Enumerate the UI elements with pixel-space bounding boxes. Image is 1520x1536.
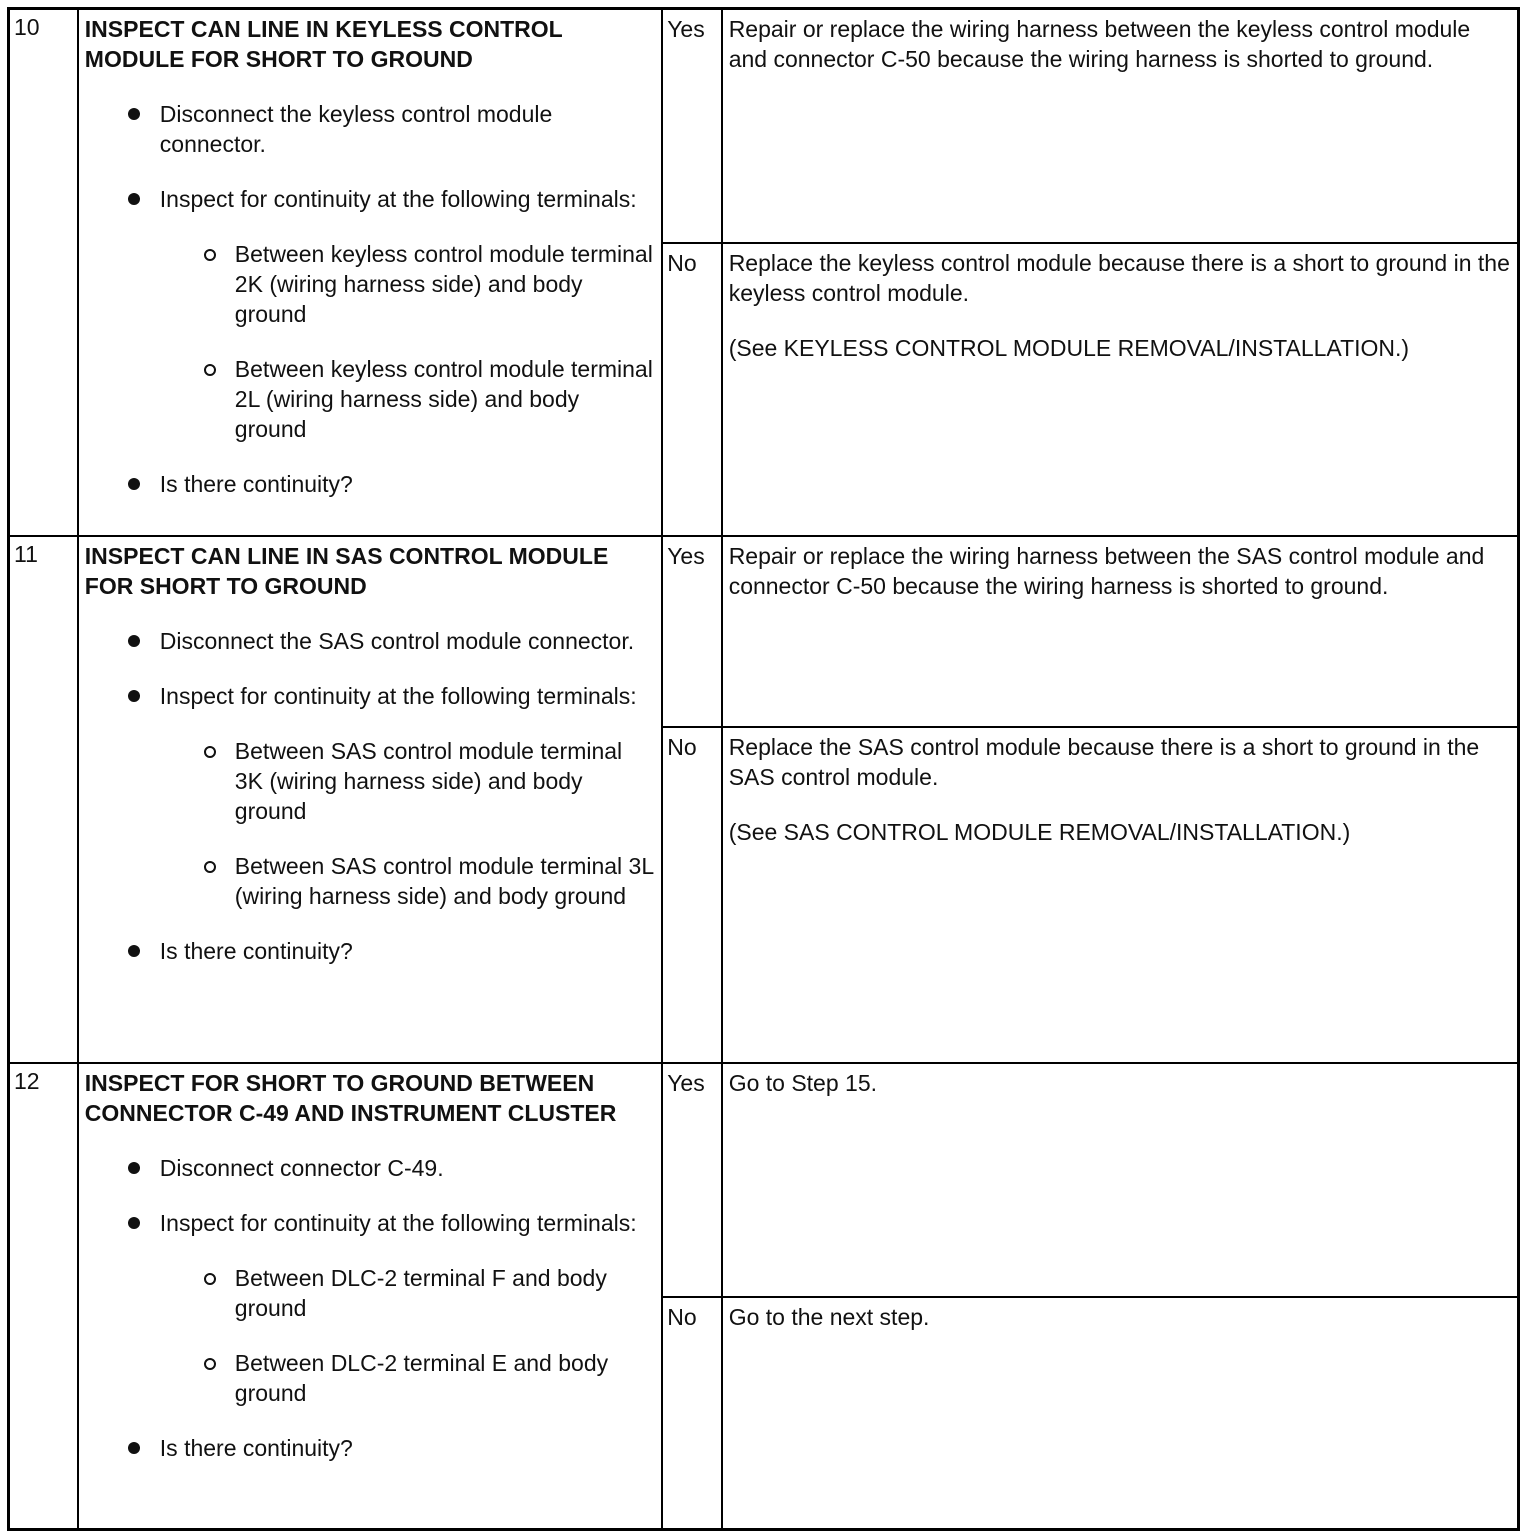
procedure-text: Disconnect the SAS control module connector. [159,627,635,654]
step-number: 10 [9,9,78,536]
step-number: 12 [9,1063,78,1530]
procedure-text: Inspect for continuity at the following terminals: [159,682,637,709]
answer-yes: Yes [662,536,721,727]
action-text: Replace the SAS control module because there is a short to ground in the SAS control module. [728,733,1480,790]
result-row [9,536,1519,727]
procedure-text: Is there continuity? [159,1434,353,1461]
action-text: Repair or replace the wiring harness between the SAS control module and connector C-50 because the wiring harness is shorted to ground. [728,542,1485,599]
step-number: 11 [9,536,78,1063]
procedure-text: Disconnect connector C-49. [159,1154,444,1181]
inspection-cell [78,536,662,1063]
answer-no: No [662,727,721,1063]
action-text: (See SAS CONTROL MODULE REMOVAL/INSTALLATION.) [728,818,1351,845]
result-row [9,9,1519,243]
action-text: Repair or replace the wiring harness between the keyless control module and connector C-50 because the wiring harness is shorted to ground. [728,16,1471,72]
action-cell [722,1063,1519,1297]
terminal-item: Between DLC-2 terminal E and body ground [160,1348,655,1408]
terminal-item: Between DLC-2 terminal F and body ground [160,1263,655,1323]
step-title: INSPECT CAN LINE IN SAS CONTROL MODULE FOR SHORT TO GROUND [84,542,609,599]
action-cell [722,9,1519,243]
answer-no: No [662,243,721,536]
procedure-list [85,99,655,499]
procedure-item [85,936,655,966]
action-text: (See KEYLESS CONTROL MODULE REMOVAL/INSTALLATION.) [728,334,1410,361]
step-title: INSPECT FOR SHORT TO GROUND BETWEEN CONNECTOR C-49 AND INSTRUMENT CLUSTER [84,1069,617,1126]
procedure-text: Is there continuity? [159,937,353,964]
procedure-item [85,1208,655,1408]
step-title: INSPECT CAN LINE IN KEYLESS CONTROL MODULE FOR SHORT TO GROUND [84,16,563,72]
terminal-item: Between keyless control module terminal 2L (wiring harness side) and body ground [160,354,655,444]
result-row [9,1063,1519,1297]
procedure-item [85,681,655,911]
action-cell [722,727,1519,1063]
procedure-text: Inspect for continuity at the following terminals: [159,1209,637,1236]
procedure-text: Is there continuity? [159,471,353,497]
answer-no: No [662,1297,721,1530]
procedure-list [85,1153,655,1463]
terminal-list [160,1263,655,1408]
answer-yes: Yes [662,9,721,243]
procedure-item [85,626,655,656]
procedure-item [85,99,655,159]
action-text: Go to Step 15. [728,1069,878,1096]
action-text: Go to the next step. [728,1303,930,1330]
procedure-text: Inspect for continuity at the following terminals: [159,186,637,212]
procedure-item [85,1433,655,1463]
procedure-item [85,1153,655,1183]
terminal-list [160,239,655,444]
inspection-cell [78,9,662,536]
procedure-item [85,469,655,499]
procedure-text: Disconnect the keyless control module connector. [159,101,553,157]
action-cell [722,536,1519,727]
action-text: Replace the keyless control module because there is a short to ground in the keyless control module. [728,249,1510,306]
inspection-cell [78,1063,662,1530]
terminal-item: Between SAS control module terminal 3K (wiring harness side) and body ground [160,736,655,826]
terminal-list [160,736,655,911]
action-cell [722,243,1519,536]
procedure-list [85,626,655,966]
procedure-item [85,184,655,444]
terminal-item: Between keyless control module terminal 2K (wiring harness side) and body ground [160,239,655,329]
answer-yes: Yes [662,1063,721,1297]
troubleshooting-table [7,7,1520,1531]
action-cell [722,1297,1519,1530]
terminal-item: Between SAS control module terminal 3L (wiring harness side) and body ground [160,851,655,911]
